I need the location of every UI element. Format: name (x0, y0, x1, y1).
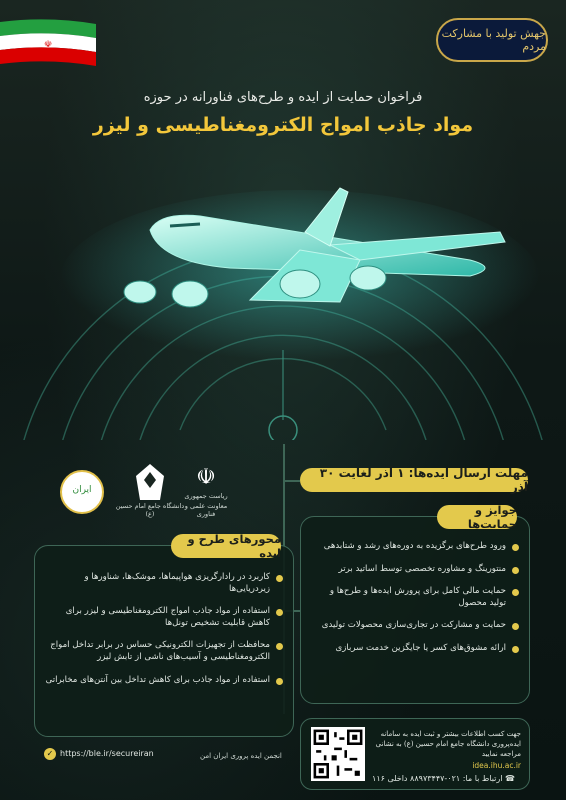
topics-panel (34, 532, 294, 737)
list-item (311, 541, 519, 553)
phone-text: ارتباط با ما: ۰۲۱-۸۸۹۷۳۴۴۷ داخلی ۱۱۶ (372, 774, 503, 783)
award-text: ورود طرح‌های برگزیده به دوره‌های رشد و شتابدهی (323, 541, 506, 551)
phone-number (372, 774, 515, 783)
svg-text:☫: ☫ (43, 40, 53, 50)
topic-text: محافظت از تجهیزات الکترونیکی حساس در برابر تداخل امواج الکترومغناطیسی و آسیب‌های ناشی از تابش لیزر (50, 640, 270, 662)
list-item (45, 606, 283, 629)
award-text: منتورینگ و مشاوره تخصصی توسط اساتید برتر (338, 563, 506, 574)
bullet-icon (512, 567, 519, 574)
qr-code-icon[interactable] (311, 727, 365, 781)
list-item (45, 675, 283, 687)
partner-president-line1: ریاست جمهوری (184, 492, 228, 500)
bullet-icon (276, 575, 283, 582)
deadline-badge: مهلت ارسال ایده‌ها: ۱ آذر لغایت ۳۰ آذر (300, 468, 528, 492)
university-emblem-icon (132, 462, 168, 502)
list-item (311, 643, 519, 655)
bullet-icon (512, 646, 519, 653)
bullet-icon (276, 678, 283, 685)
bullet-icon (276, 643, 283, 650)
website-link[interactable]: idea.ihu.ac.ir (472, 761, 521, 770)
partner-president-line2: معاونت علمی و فناوری (184, 502, 228, 518)
topic-text: کاربرد در رادارگریزی هواپیماها، موشک‌ها، شناورها و زیردریایی‌ها (84, 572, 270, 594)
awards-list (311, 541, 519, 666)
topics-list (45, 572, 283, 697)
awards-heading: جوایز و حمایت‌ها (437, 505, 517, 529)
award-text: ارائه مشوق‌های کسر یا جایگزین خدمت سربازی (335, 642, 506, 653)
bullet-icon (276, 609, 283, 616)
bullet-icon (512, 623, 519, 630)
partner-university-name: دانشگاه جامع امام حسین (ع) (115, 502, 185, 518)
bullet-icon (512, 544, 519, 551)
award-text: حمایت مالی کامل برای پرورش ایده‌ها و طرح‌ها و تولید محصول (329, 586, 506, 608)
footer-org: انجمن ایده پروری ایران امن (200, 752, 282, 760)
list-item (45, 640, 283, 663)
bale-icon: ✓ (44, 748, 56, 760)
call-title-line2: مواد جاذب امواج الکترومغناطیسی و لیزر (92, 114, 474, 136)
svg-text:☫: ☫ (196, 465, 216, 490)
partner-iran-text: ایران (72, 485, 92, 495)
topic-text: استفاده از مواد جاذب برای کاهش تداخل بین آنتن‌های مخابراتی (45, 674, 270, 685)
contact-box (300, 718, 530, 790)
iran-logo (60, 470, 104, 514)
awards-panel (300, 503, 530, 704)
bullet-icon (512, 589, 519, 596)
connector-line (283, 480, 300, 482)
logo-text: جهش تولید با مشارکت مردم (441, 27, 546, 53)
list-item (311, 564, 519, 576)
call-title-line1: فراخوان حمایت از ایده و طرح‌های فناورانه در حوزه (143, 90, 423, 105)
list-item (311, 620, 519, 632)
president-emblem-icon (194, 462, 218, 490)
footer-url: https://ble.ir/secureiran (60, 749, 154, 758)
phone-icon: ☎ (502, 774, 515, 783)
airplane-illustration (0, 150, 566, 440)
bale-channel-link[interactable] (44, 748, 154, 760)
topics-heading: محورهای طرح و ایده (171, 534, 281, 558)
iran-flag-icon (0, 18, 96, 68)
list-item (45, 572, 283, 595)
topic-text: استفاده از مواد جاذب امواج الکترومغناطیسی و لیزر برای کاهش قابلیت تشخیص تونل‌ها (65, 606, 270, 628)
contact-info: جهت کسب اطلاعات بیشتر و ثبت ایده به سامانه ایده‌پروری دانشگاه جامع امام حسین (ع) به نشانی مراجعه نمایید (375, 730, 521, 759)
production-leap-logo (436, 18, 548, 62)
award-text: حمایت و مشارکت در تجاری‌سازی محصولات تولیدی (321, 620, 506, 631)
list-item (311, 586, 519, 609)
